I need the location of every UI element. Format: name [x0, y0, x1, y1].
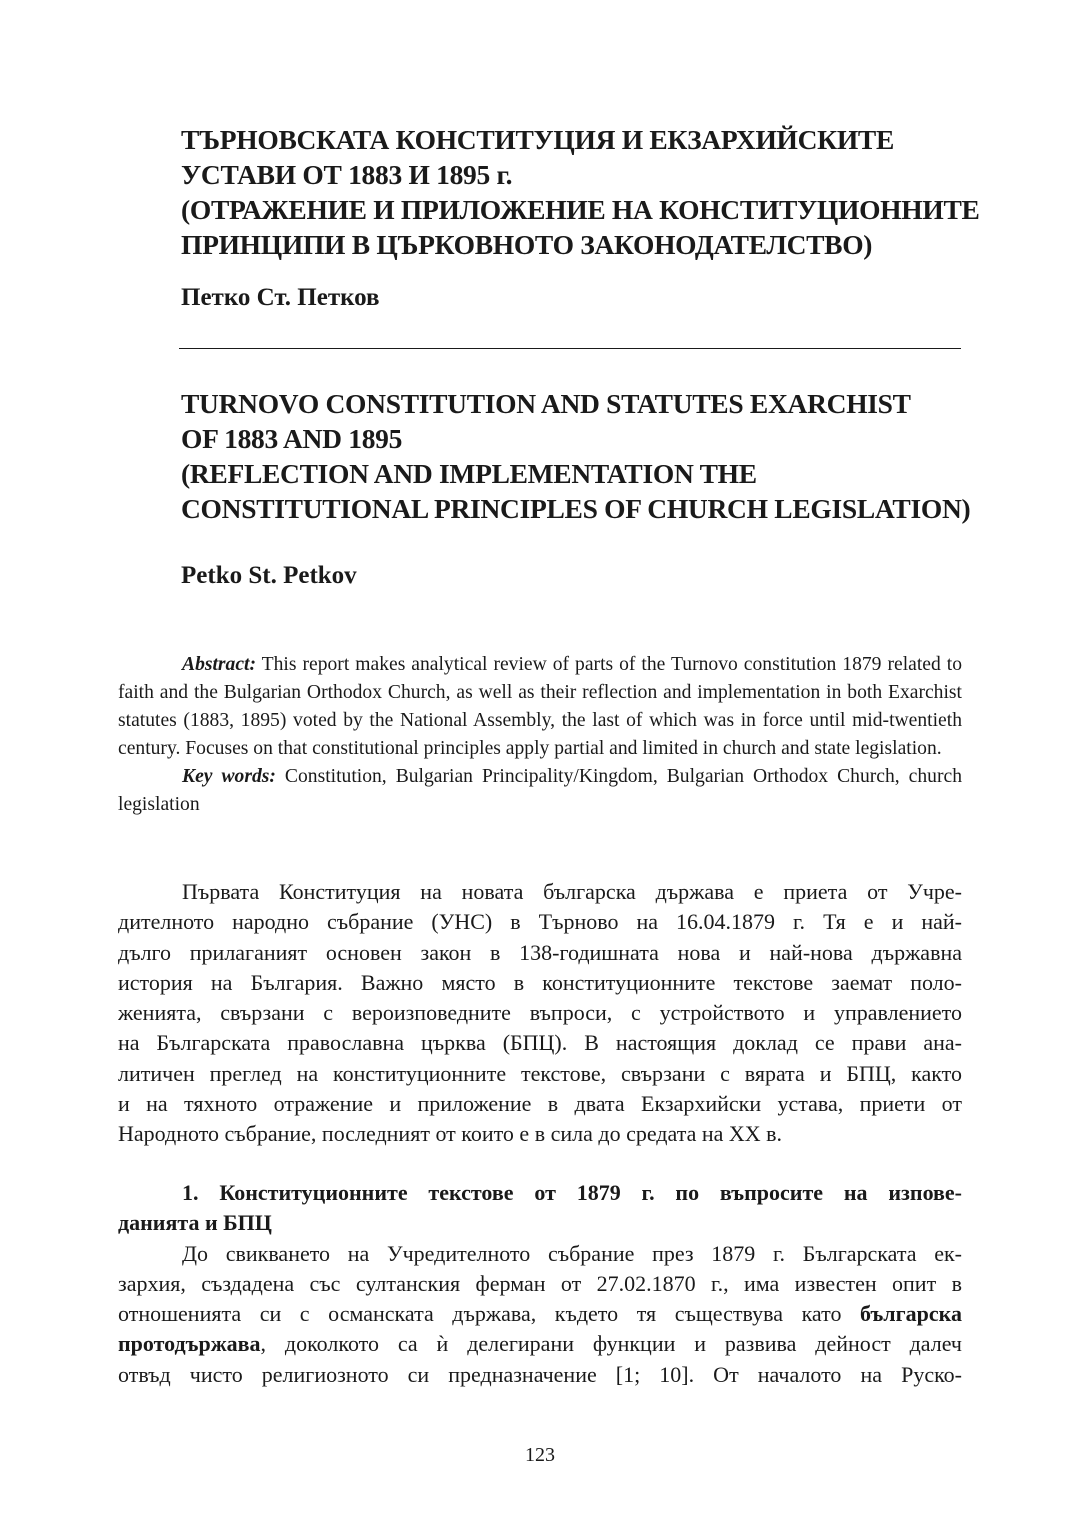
paragraph-line: До свикването на Учредителното събрание през 1879 г. Българската ек- [182, 1240, 962, 1266]
line-text: , доколкото са ѝ делегирани функции и развива дейност далеч [260, 1331, 962, 1357]
paragraph-line: Първата Конституция на новата българска държава е приета от Учре- [182, 879, 962, 904]
paragraph-line: Народното събрание, последният от които е в сила до средата на XX в. [118, 1121, 783, 1147]
title-line: (REFLECTION AND IMPLEMENTATION THE [181, 458, 757, 489]
title-line: ПРИНЦИПИ В ЦЪРКОВНОТО ЗАКОНОДАТЕЛСТВО) [181, 229, 873, 260]
paragraph-line: отвъд чисто религиозното си предназначение [1; 10]. От началото на Руско- [118, 1361, 962, 1387]
title-line: ТЪРНОВСКАТА КОНСТИТУЦИЯ И ЕКЗАРХИЙСКИТЕ [181, 124, 894, 155]
paragraph-line: женията, свързани с вероизповедните въпроси, с устройството и управлението [118, 1000, 962, 1026]
title-divider [179, 348, 961, 349]
english-author: Petko St. Petkov [181, 562, 357, 589]
paragraph-line [118, 1299, 962, 1329]
paragraph-line: дителното народно събрание (УНС) в Търново на 16.04.1879 г. Тя е и най- [118, 909, 962, 935]
section-heading-line: 1. Конституционните текстове от 1879 г. по въпросите на изпове- [182, 1180, 962, 1205]
paragraph-line: зархия, създадена със султанския ферман от 27.02.1870 г., има известен опит в [118, 1270, 962, 1296]
title-line: (ОТРАЖЕНИЕ И ПРИЛОЖЕНИЕ НА КОНСТИТУЦИОННИТЕ [181, 194, 980, 225]
section-heading-line: данията и БПЦ [118, 1210, 272, 1236]
intro-paragraph [118, 877, 962, 1150]
english-author-block [181, 562, 981, 590]
paragraph-line: литичен преглед на конституционните текстове, свързани с вярата и БПЦ, както [118, 1060, 962, 1086]
section-1 [118, 1178, 962, 1390]
keywords-paragraph [118, 763, 962, 819]
paragraph-line: на Българската православна църква (БПЦ). В настоящия доклад се прави ана- [118, 1030, 962, 1056]
paragraph-line [118, 1329, 962, 1359]
title-line: УСТАВИ ОТ 1883 И 1895 г. [181, 159, 513, 190]
title-line: OF 1883 AND 1895 [181, 423, 403, 454]
keywords-text: Constitution, Bulgarian Principality/Kingdom, Bulgarian Orthodox Church, church legislation [118, 766, 962, 815]
abstract-text: This report makes analytical review of parts of the Turnovo constitution 1879 related to faith and the Bulgarian Orthodox Church, as well as their reflection and implementation in both Exarchist statutes (1883, 1895) voted by the National Assembly, the last of which was in force until mid-twentieth century. Focuses on that constitutional principles apply partial and limited in church and state legislation. [118, 654, 962, 759]
bulgarian-author: Петко Ст. Петков [181, 284, 380, 311]
emphasis-term: протодържава [118, 1331, 261, 1357]
paragraph-line: дълго прилаганият основен закон в 138-годишната нова и най-нова държавна [118, 939, 962, 965]
page-number: 123 [525, 1444, 555, 1466]
abstract-label: Abstract: [182, 654, 257, 675]
keywords-label: Key words: [182, 766, 276, 787]
emphasis-term: българска [860, 1301, 962, 1327]
line-text: отношенията си с османската държава, където тя съществува като [118, 1301, 861, 1327]
abstract-paragraph [118, 651, 962, 763]
title-line: CONSTITUTIONAL PRINCIPLES OF CHURCH LEGISLATION) [181, 493, 971, 524]
bulgarian-title [181, 122, 981, 262]
paragraph-line: история на България. Важно място в конституционните текстове заемат поло- [118, 969, 962, 995]
paragraph-line: и на тяхното отражение и приложение в двата Екзархийски устава, приети от [118, 1091, 962, 1117]
english-title [181, 386, 981, 526]
title-line: TURNOVO CONSTITUTION AND STATUTES EXARCHIST [181, 388, 911, 419]
bulgarian-author-block [181, 284, 981, 312]
abstract [118, 651, 962, 819]
